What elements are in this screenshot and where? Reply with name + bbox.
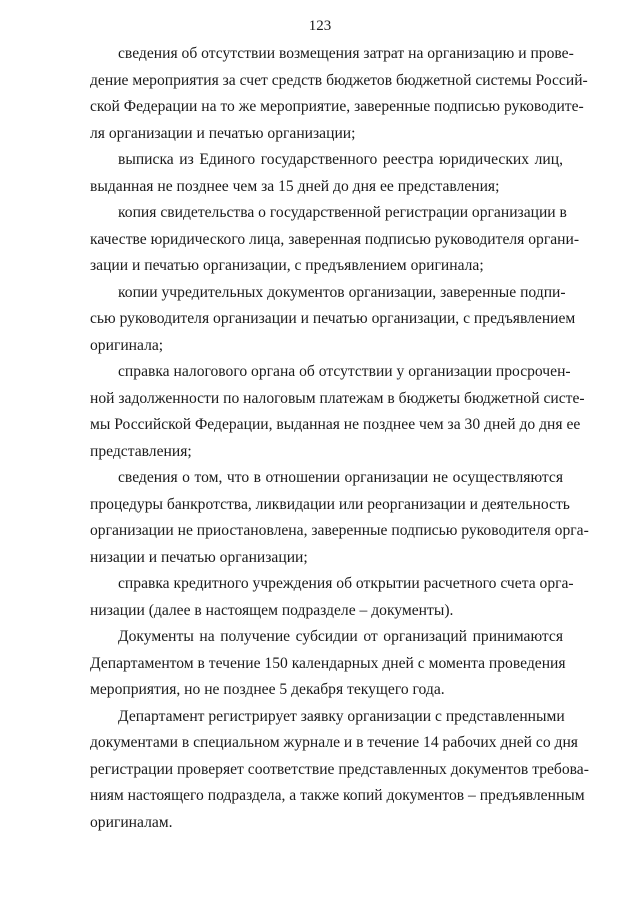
text-line: справка налогового органа об отсутствии у организации просрочен- xyxy=(118,363,571,380)
text-line: процедуры банкротства, ликвидации или реорганизации и деятельность xyxy=(90,495,570,513)
text-line: оригинала; xyxy=(90,336,164,354)
text-line: копия свидетельства о государственной регистрации организации в xyxy=(118,204,567,221)
paragraph xyxy=(90,147,563,200)
text-line: регистрации проверяет соответствие представленных документов требова- xyxy=(90,760,589,778)
document-body xyxy=(90,41,589,836)
text-line: сведения о том, что в отношении организации не осуществляются xyxy=(118,469,563,486)
text-line: Департамент регистрирует заявку организации с представленными xyxy=(118,707,565,725)
text-line: ниям настоящего подраздела, а также копий документов – предъявленным xyxy=(90,787,585,804)
text-line: ной задолженности по налоговым платежам в бюджеты бюджетной систе- xyxy=(90,389,585,407)
paragraph xyxy=(90,200,580,280)
text-line: сведения об отсутствии возмещения затрат на организацию и прове- xyxy=(118,45,574,62)
text-line: выписка из Единого государственного реестра юридических лиц, xyxy=(118,151,563,168)
paragraph xyxy=(90,41,588,147)
page-number: 123 xyxy=(308,18,332,34)
paragraph xyxy=(90,359,585,465)
text-line: дение мероприятия за счет средств бюджетов бюджетной системы Россий- xyxy=(90,71,588,89)
text-line: организации не приостановлена, заверенные подписью руководителя орга- xyxy=(90,522,589,539)
paragraph xyxy=(90,465,589,571)
paragraph xyxy=(90,280,576,360)
text-line: качестве юридического лица, заверенная подписью руководителя органи- xyxy=(90,230,580,248)
text-line: оригиналам. xyxy=(90,813,173,831)
paragraph xyxy=(90,624,566,704)
text-line: мероприятия, но не позднее 5 декабря текущего года. xyxy=(90,681,445,698)
text-line: Департаментом в течение 150 календарных дней с момента проведения xyxy=(90,654,566,672)
paragraph xyxy=(90,704,589,837)
text-line: мы Российской Федерации, выданная не позднее чем за 30 дней до дня ее xyxy=(90,416,581,433)
text-line: представления; xyxy=(90,442,192,460)
paragraph xyxy=(90,571,574,624)
text-line: справка кредитного учреждения об открытии расчетного счета орга- xyxy=(118,575,574,592)
text-line: документами в специальном журнале и в течение 14 рабочих дней со дня xyxy=(90,734,578,751)
text-line: сью руководителя организации и печатью организации, с предъявлением xyxy=(90,310,576,327)
text-line: низации и печатью организации; xyxy=(90,548,308,566)
text-line: низации (далее в настоящем подразделе – документы). xyxy=(90,601,454,619)
text-line: копии учредительных документов организации, заверенные подпи- xyxy=(118,283,566,301)
text-line: выданная не позднее чем за 15 дней до дня ее представления; xyxy=(90,177,500,195)
text-line: ской Федерации на то же мероприятие, заверенные подписью руководите- xyxy=(90,98,584,115)
text-line: Документы на получение субсидии от организаций принимаются xyxy=(118,628,563,645)
text-line: зации и печатью организации, с предъявлением оригинала; xyxy=(90,257,484,274)
text-line: ля организации и печатью организации; xyxy=(90,124,356,142)
